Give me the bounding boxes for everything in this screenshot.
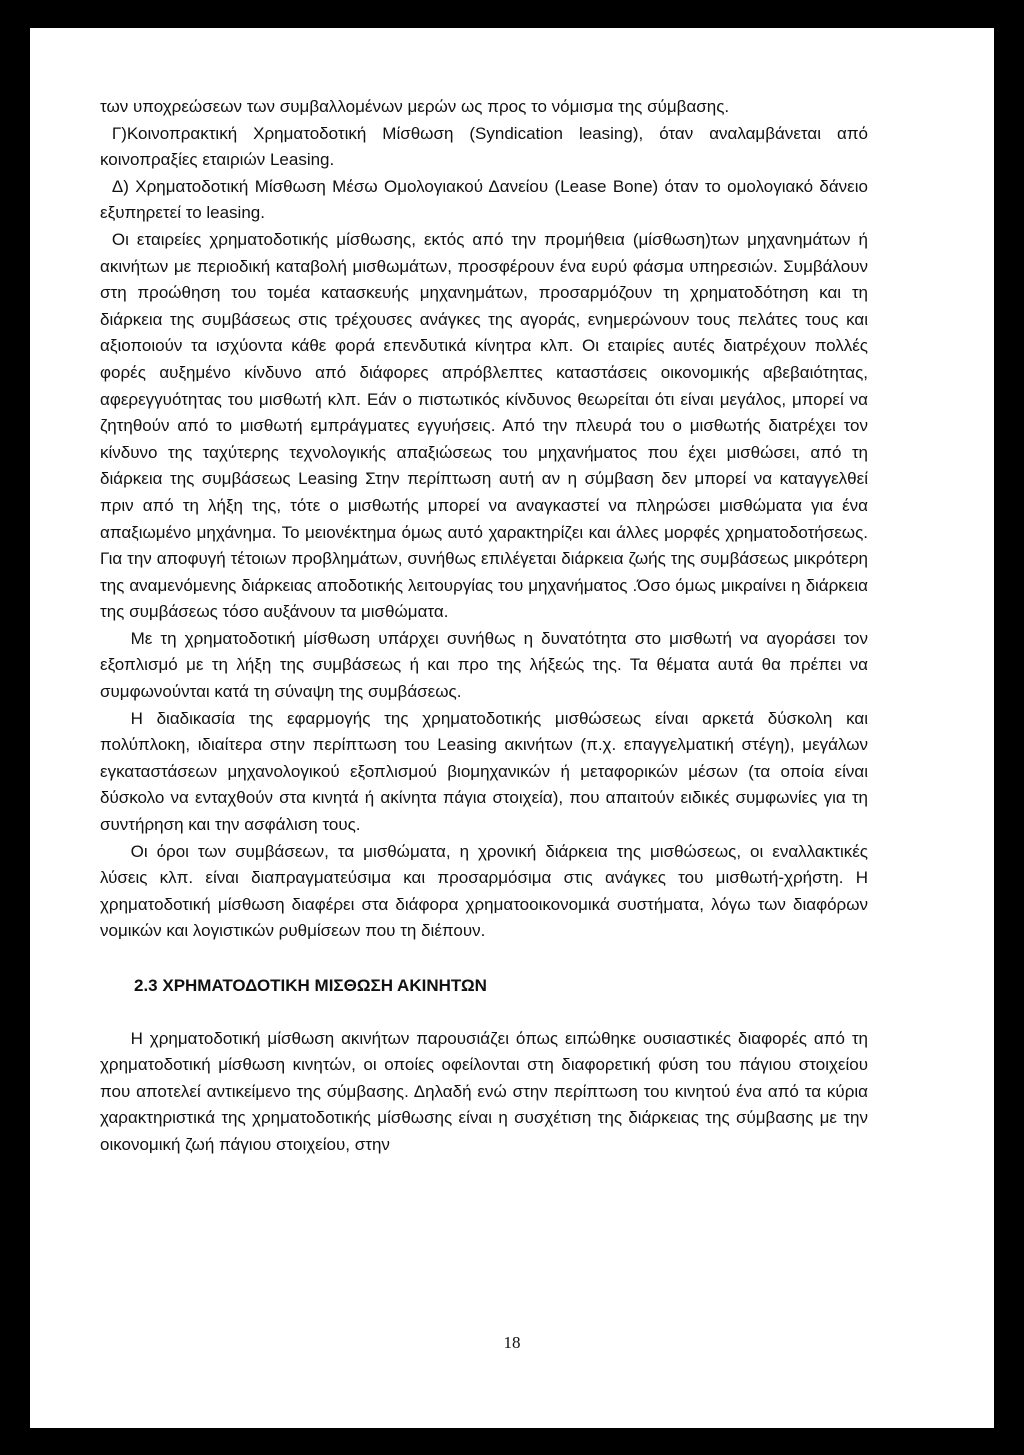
paragraph-syndication-leasing: Γ)Κοινοπρακτική Χρηματοδοτική Μίσθωση (Syndication leasing), όταν αναλαμβάνεται από κοινοπραξίες εταιριών Leasing. — [100, 123, 868, 170]
section-heading: 2.3 ΧΡΗΜΑΤΟΔΟΤΙΚΗ ΜΙΣΘΩΣΗ ΑΚΙΝΗΤΩΝ — [134, 976, 487, 995]
paragraph-continuation: των υποχρεώσεων των συμβαλλομένων μερών ως προς το νόμισμα της σύμβασης. — [100, 97, 730, 116]
document-page — [30, 28, 994, 1428]
paragraph-leasing-companies: Οι εταιρείες χρηματοδοτικής μίσθωσης, εκτός από την προμήθεια (μίσθωση)των μηχανημάτων ή ακινήτων με περιοδική καταβολή μισθωμάτων, προσφέρουν ένα ευρύ φάσμα υπηρεσιών. Συμβάλουν στη προώθηση του τομέα κατασκευής μηχανημάτων, προσαρμόζουν τη χρηματοδότηση και τη διάρκεια της συμβάσεως στις τρέχουσες ανάγκες της αγοράς, ενημερώνουν τους πελάτες τους και αξιοποιούν τα ισχύοντα κάθε φορά επενδυτικά κίνητρα κλπ. Οι εταιρίες αυτές διατρέχουν πολλές φορές αυξημένο κίνδυνο από διάφορες απρόβλεπτες καταστάσεις οικονομικής αβεβαιότητας, αφερεγγυότητας του μισθωτή κλπ. Εάν ο πιστωτικός κίνδυνος θεωρείται ότι είναι μεγάλος, μπορεί να ζητηθούν από το μισθωτή εμπράγματες εγγυήσεις. Από την πλευρά του ο μισθωτής διατρέχει τον κίνδυνο της ταχύτερης τεχνολογικής απαξιώσεως του μηχανήματος που έχει μισθώσει, από τη διάρκεια της συμβάσεως Leasing Στην περίπτωση αυτή αν η σύμβαση δεν μπορεί να καταγγελθεί πριν από τη λήξη της, τότε ο μισθωτής μπορεί να αναγκαστεί να πληρώσει μισθώματα για ένα απαξιωμένο μηχάνημα. Το μειονέκτημα όμως αυτό χαρακτηρίζει και άλλες μορφές χρηματοδοτήσεως. Για την αποφυγή τέτοιων προβλημάτων, συνήθως επιλέγεται διάρκεια ζωής της συμβάσεως μικρότερη της αναμενόμενης διάρκειας αποδοτικής λειτουργίας του μηχανήματος .Όσο όμως μικραίνει η διάρκεια της συμβάσεως τόσο αυξάνουν τα μισθώματα. — [100, 229, 868, 622]
paragraph-real-estate-leasing: Η χρηματοδοτική μίσθωση ακινήτων παρουσιάζει όπως ειπώθηκε ουσιαστικές διαφορές από τη χρηματοδοτική μίσθωση κινητών, οι οποίες οφείλονται στη διαφορετική φύση του πάγιου στοιχείου που αποτελεί αντικείμενο της σύμβασης. Δηλαδή ενώ στην περίπτωση του κινητού ένα από τα κύρια χαρακτηριστικά της χρηματοδοτικής μίσθωσης είναι η συσχέτιση της διάρκειας της σύμβασης με την οικονομική ζωή πάγιου στοιχείου, στην — [100, 1028, 868, 1154]
page-number: 18 — [503, 1333, 521, 1352]
paragraph-application-procedure: Η διαδικασία της εφαρμογής της χρηματοδοτικής μισθώσεως είναι αρκετά δύσκολη και πολύπλοκη, ιδιαίτερα στην περίπτωση του Leasing ακινήτων (π.χ. επαγγελματική στέγη), μεγάλων εγκαταστάσεων μηχανολογικού εξοπλισμού βιομηχανικών ή μεταφορικών μέσων (τα οποία είναι δύσκολο να ενταχθούν στα κινητά ή ακίνητα πάγια στοιχεία), που απαιτούν ειδικές συμφωνίες για τη συντήρηση και την ασφάλιση τους. — [100, 708, 868, 835]
paragraph-purchase-option: Με τη χρηματοδοτική μίσθωση υπάρχει συνήθως η δυνατότητα στο μισθωτή να αγοράσει τον εξοπλισμό με τη λήξη της συμβάσεως ή και προ της λήξεώς της. Τα θέματα αυτά θα πρέπει να συμφωνούνται κατά τη σύναψη της συμβάσεως. — [100, 628, 868, 702]
page-body — [100, 94, 868, 1159]
paragraph-lease-bone: Δ) Χρηματοδοτική Μίσθωση Μέσω Ομολογιακού Δανείου (Lease Bone) όταν το ομολογιακό δάνειο εξυπηρετεί το leasing. — [100, 176, 868, 223]
paragraph-contract-terms: Οι όροι των συμβάσεων, τα μισθώματα, η χρονική διάρκεια της μισθώσεως, οι εναλλακτικές λύσεις κλπ. είναι διαπραγματεύσιμα και προσαρμόσιμα στις ανάγκες του μισθωτή-χρήστη. Η χρηματοδοτική μίσθωση διαφέρει στα διάφορα χρηματοοικονομικά συστήματα, λόγω των διαφόρων νομικών και λογιστικών ρυθμίσεων που τη διέπουν. — [100, 841, 868, 941]
